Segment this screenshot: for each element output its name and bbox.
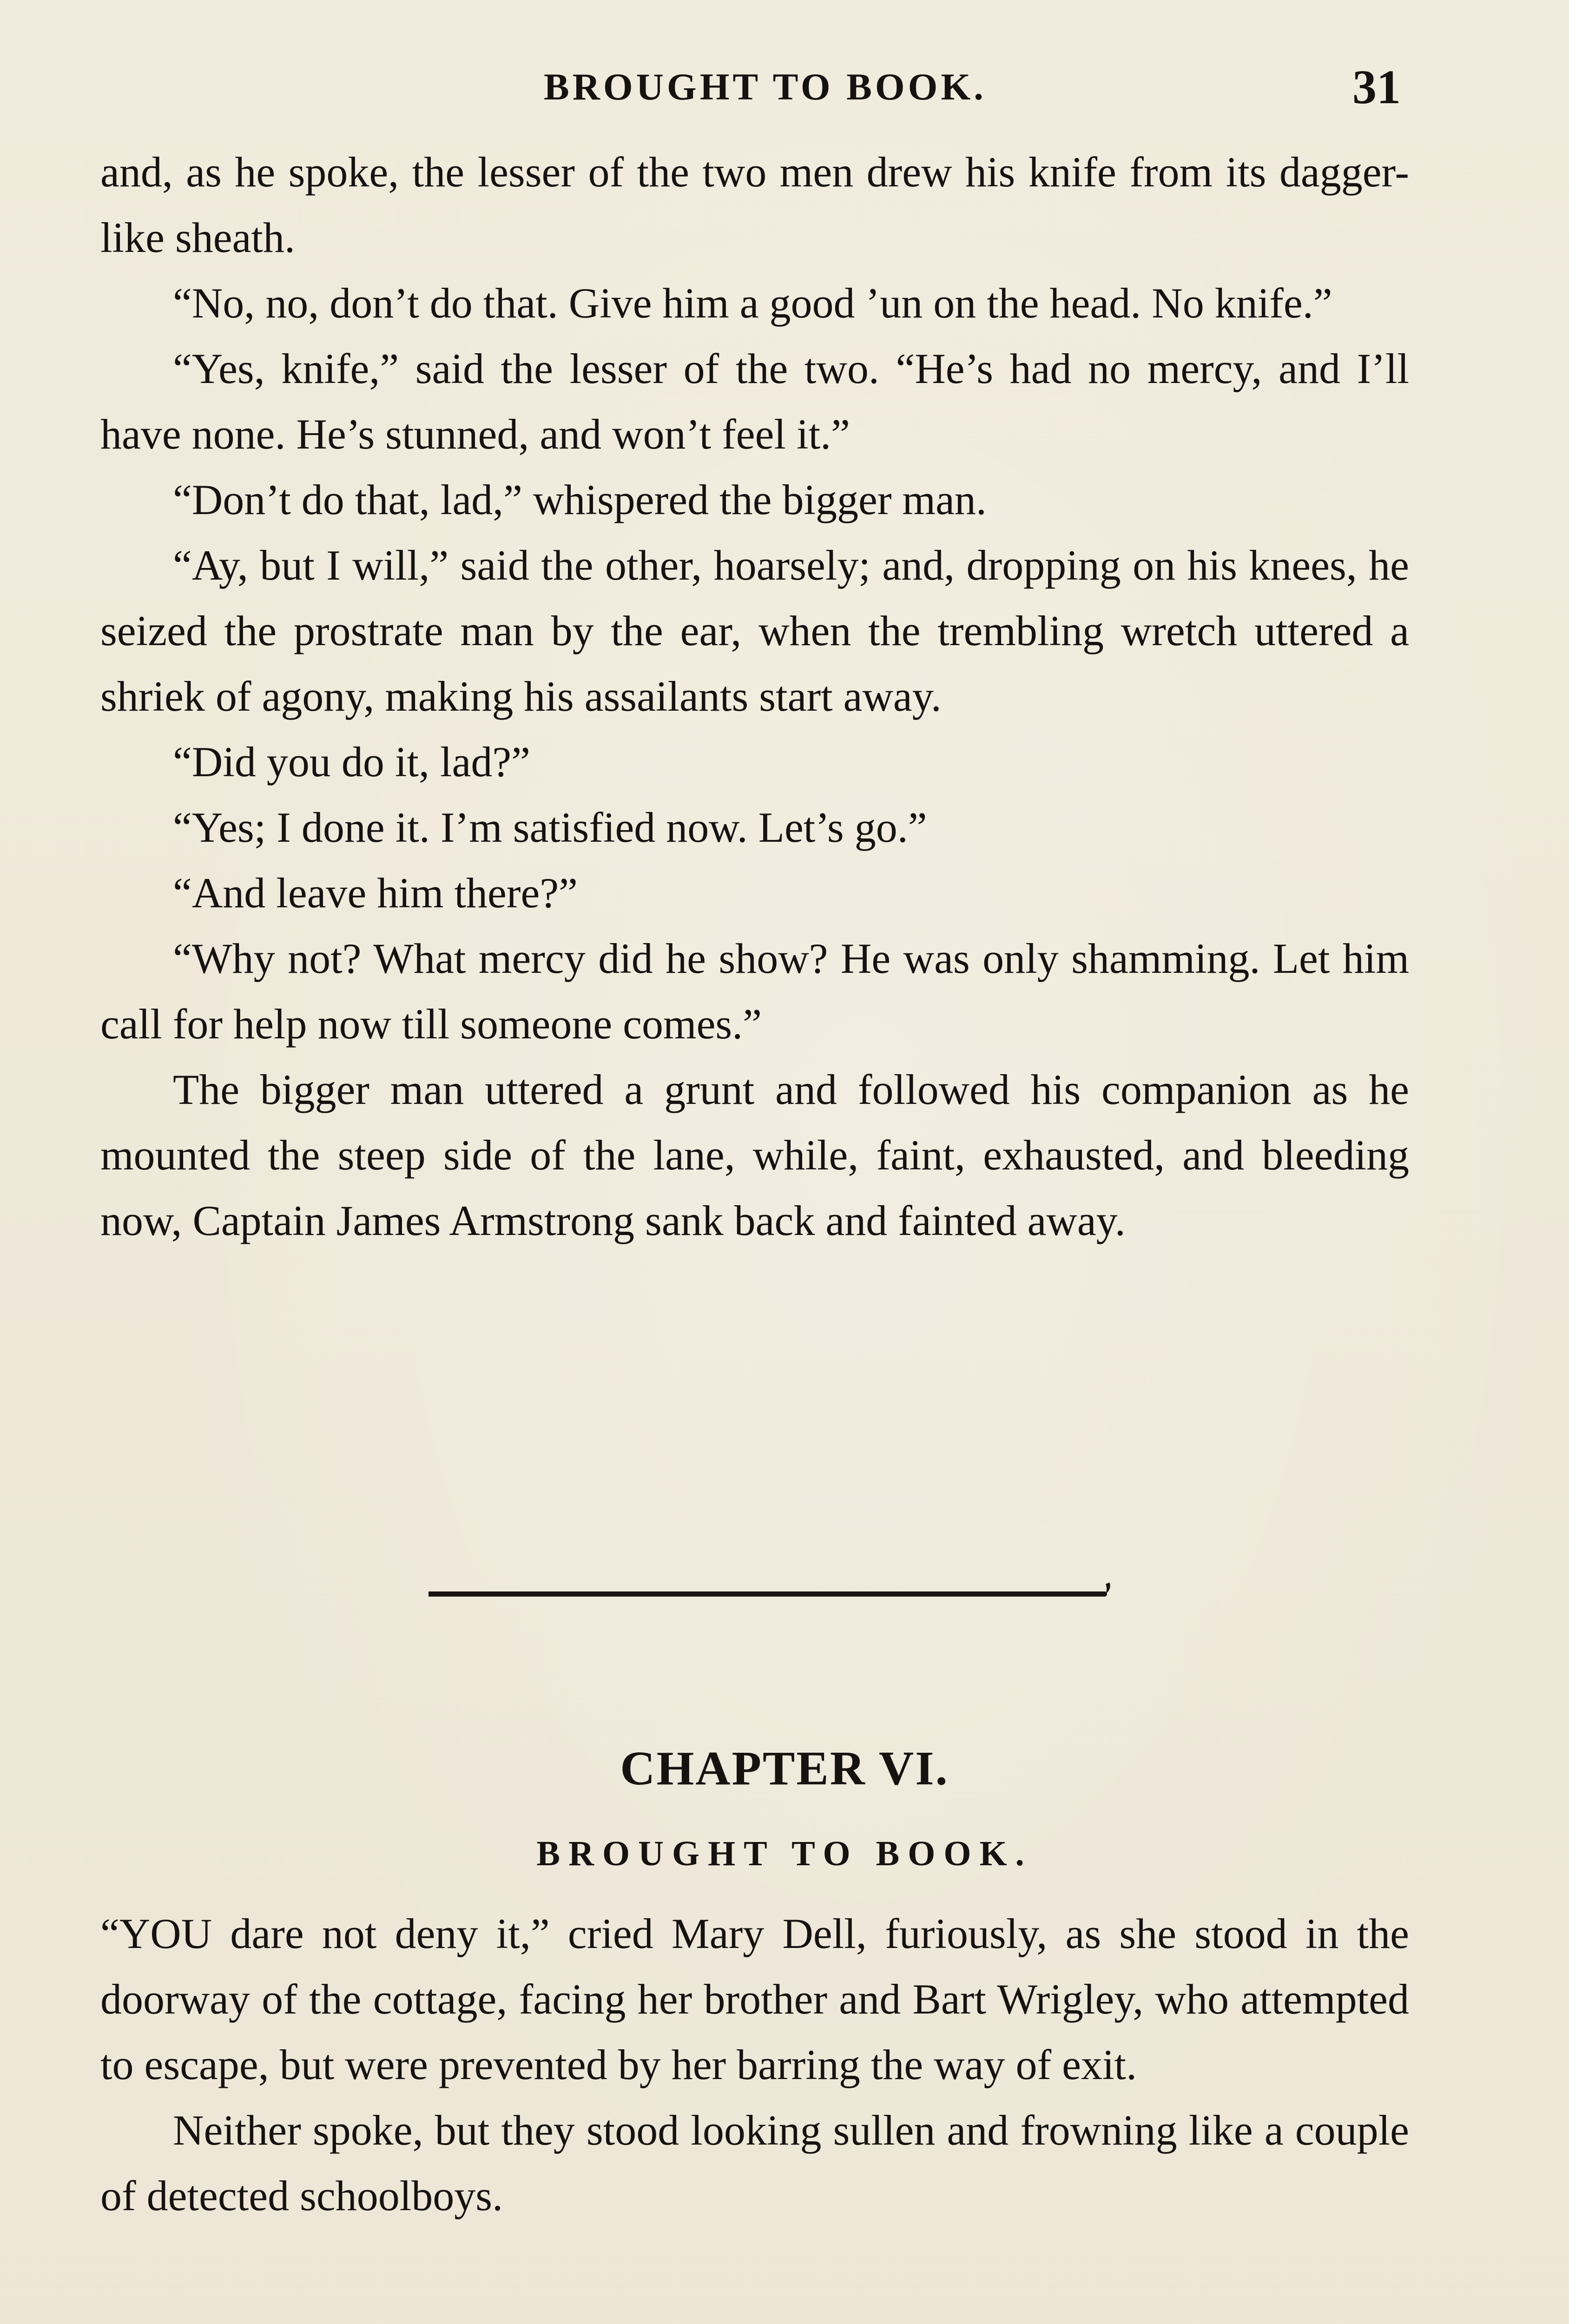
paragraph: “Why not? What mercy did he show? He was only shamming. Let him call for help now till someone comes.” [100, 935, 1409, 1048]
chapter-title: BROUGHT TO BOOK. [536, 1834, 1033, 1873]
body-text [100, 139, 1409, 1254]
paragraph: The bigger man uttered a grunt and followed his companion as he mounted the steep side of the lane, while, faint, exhausted, and bleeding now, Captain James Armstrong sank back and fainted away. [100, 1066, 1409, 1244]
paragraph: “And leave him there?” [173, 869, 578, 917]
paragraph: “No, no, don’t do that. Give him a good ’un on the head. No knife.” [173, 279, 1332, 327]
paragraph: “Ay, but I will,” said the other, hoarsely; and, dropping on his knees, he seized the prostrate man by the ear, when the trembling wretch uttered a shriek of agony, making his assailants start away. [100, 541, 1409, 720]
paragraph: “YOU dare not deny it,” cried Mary Dell, furiously, as she stood in the doorway of the cottage, facing her brother and Bart Wrigley, who attempted to escape, but were prevented by her barring the way of exit. [100, 1910, 1409, 2088]
running-title: BROUGHT TO BOOK. [544, 66, 987, 108]
chapter-text [100, 1901, 1409, 2229]
paragraph: Neither spoke, but they stood looking sullen and frowning like a couple of detected schoolboys. [100, 2106, 1409, 2219]
paragraph: “Yes, knife,” said the lesser of the two. “He’s had no mercy, and I’ll have none. He’s stunned, and won’t feel it.” [100, 345, 1409, 458]
paragraph: “Did you do it, lad?” [173, 738, 531, 786]
running-head [0, 59, 1569, 115]
chapter-heading: CHAPTER VI. [620, 1742, 949, 1795]
chapter-divider-rule [429, 1591, 1107, 1597]
page-number: 31 [1352, 60, 1401, 114]
paragraph: and, as he spoke, the lesser of the two men drew his knife from its dagger-like sheath. [100, 148, 1409, 261]
paragraph: “Don’t do that, lad,” whispered the bigger man. [173, 476, 987, 523]
paragraph: “Yes; I done it. I’m satisfied now. Let’s go.” [173, 804, 927, 851]
